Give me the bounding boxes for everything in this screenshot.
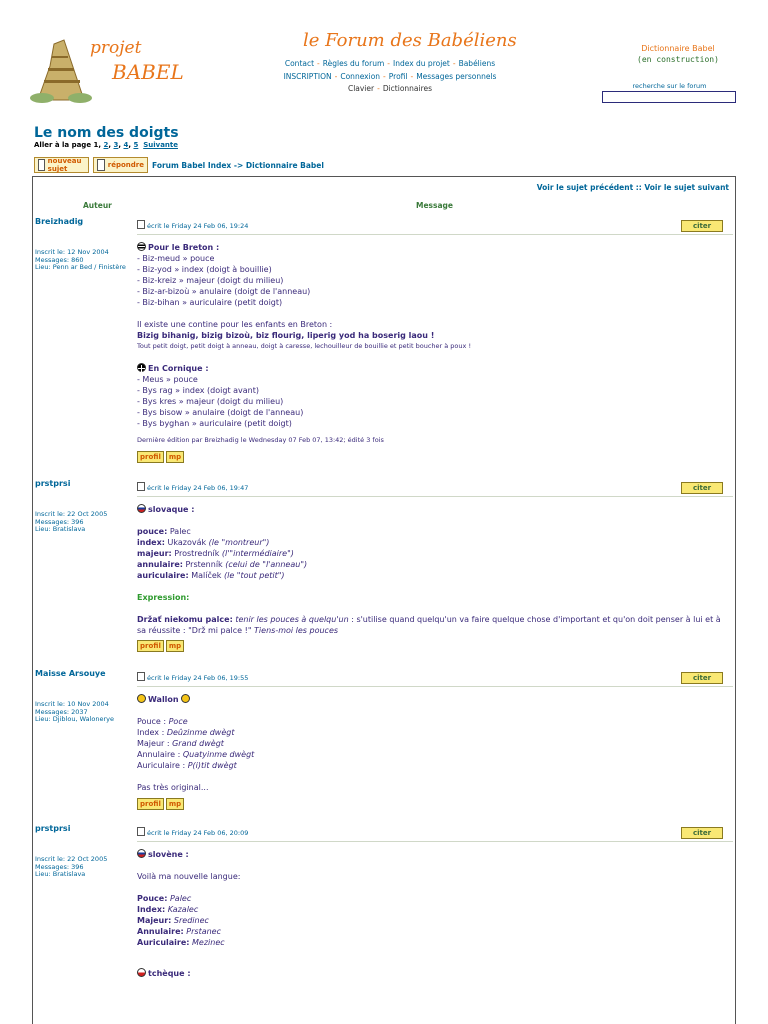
- wallon-rooster-icon: [181, 694, 190, 703]
- post-divider: [137, 686, 733, 687]
- author-location: Lieu: Penn ar Bed / Finistère: [35, 263, 126, 271]
- author-meta: [35, 856, 135, 879]
- new-topic-button[interactable]: [34, 157, 89, 173]
- term-label: Majeur:: [137, 916, 172, 925]
- post-line: - Biz-kreiz » majeur (doigt du milieu): [137, 276, 284, 285]
- cornish-flag-icon: [137, 363, 146, 372]
- term-value: Malíček: [191, 571, 222, 580]
- term-value: Poce: [168, 717, 188, 726]
- post-line-small: Tout petit doigt, petit doigt à anneau, doigt à caresse, lechouilleur de bouillie et petit boucher à poux !: [137, 342, 472, 350]
- pencil-icon: [97, 159, 105, 171]
- author-message-count: Messages: 2037: [35, 707, 88, 716]
- post-icon: [137, 827, 145, 836]
- post-date: [137, 482, 248, 492]
- page-2-link[interactable]: 2: [103, 141, 109, 149]
- post-line: - Biz-bihan » auriculaire (petit doigt): [137, 298, 283, 307]
- private-message-button[interactable]: mp: [166, 640, 184, 652]
- post-author[interactable]: prstprsi: [35, 824, 71, 833]
- term-value: Prstenník: [185, 560, 223, 569]
- post-author[interactable]: Maisse Arsouye: [35, 669, 106, 678]
- expression-meaning: tenir les pouces à quelqu'un: [235, 615, 349, 624]
- quote-button[interactable]: citer: [681, 482, 723, 494]
- expression-term: Držať niekomu palce:: [137, 615, 233, 624]
- new-topic-label: nouveau sujet: [47, 157, 82, 173]
- pager-prefix: Aller à la page: [34, 141, 92, 149]
- term-explanation: (le "montreur"): [208, 538, 270, 547]
- term-label: Annulaire:: [137, 927, 184, 936]
- post-note: Pas très original...: [137, 783, 209, 792]
- post-divider: [137, 841, 733, 842]
- language-heading: slovène :: [148, 850, 189, 859]
- term-value: Prostredník: [174, 549, 220, 558]
- nav-babeliens[interactable]: Babéliens: [458, 59, 496, 68]
- nav-index-projet[interactable]: Index du projet: [393, 59, 450, 68]
- expression-heading: Expression:: [137, 593, 190, 602]
- term-value: Grand dwègt: [172, 739, 224, 748]
- expression-translation: Tiens-moi les pouces: [254, 626, 339, 635]
- term-value: Ukazovák: [167, 538, 207, 547]
- page-1: 1: [93, 141, 99, 149]
- post-divider: [137, 496, 733, 497]
- author-registered: Inscrit le: 22 Oct 2005: [35, 510, 108, 518]
- term-explanation: (celui de "l'anneau"): [225, 560, 308, 569]
- term-label: Annulaire :: [137, 750, 181, 759]
- author-location: Lieu: Djiblou, Walonerye: [35, 715, 114, 723]
- profile-button[interactable]: profil: [137, 798, 164, 810]
- post-body: [137, 242, 731, 463]
- nav-contact[interactable]: Contact: [284, 59, 315, 68]
- term-label: annulaire:: [137, 560, 183, 569]
- post-divider: [137, 234, 733, 235]
- nav-profil[interactable]: Profil: [388, 71, 408, 81]
- post-date: [137, 672, 248, 682]
- author-location: Lieu: Bratislava: [35, 525, 86, 533]
- term-label: pouce:: [137, 527, 168, 536]
- post-icon: [137, 220, 145, 229]
- language-heading: slovaque :: [148, 505, 195, 514]
- topic-title[interactable]: Le nom des doigts: [34, 125, 179, 141]
- term-label: Majeur :: [137, 739, 170, 748]
- term-label: Index :: [137, 728, 165, 737]
- term-value: Quatyinme dwègt: [182, 750, 255, 759]
- expression-usage: : s'utilise quand quelqu'un va faire quelque chose d'important et qu'on doit penser à lui et à sa réussite : "Drž mi palce !": [137, 615, 721, 635]
- nav-messages-perso[interactable]: Messages personnels: [416, 71, 497, 81]
- author-message-count: Messages: 396: [35, 517, 84, 526]
- post-body: [137, 694, 731, 810]
- page-3-link[interactable]: 3: [113, 141, 119, 149]
- dictionary-title: Dictionnaire Babel: [641, 44, 715, 53]
- page-header: [0, 0, 768, 120]
- post-line: - Biz-ar-bizoù » anulaire (doigt de l'anneau): [137, 287, 311, 296]
- term-explanation: (l'"intermédiaire"): [221, 549, 294, 558]
- page-5-link[interactable]: 5: [133, 141, 139, 149]
- author-message-count: Messages: 396: [35, 862, 84, 871]
- prev-next-topic-links[interactable]: Voir le sujet précédent :: Voir le sujet suivant: [536, 183, 729, 192]
- dictionary-link[interactable]: [618, 43, 738, 65]
- term-label: Auriculaire:: [137, 938, 190, 947]
- post-line: - Bys bisow » anulaire (doigt de l'anneau): [137, 408, 304, 417]
- post-line: - Bys byghan » auriculaire (petit doigt): [137, 419, 292, 428]
- term-value: P(i)tit dwègt: [187, 761, 237, 770]
- projet-babel-logo[interactable]: [28, 36, 188, 106]
- next-page-link[interactable]: Suivante: [143, 141, 178, 149]
- edit-note: Dernière édition par Breizhadig le Wednesday 07 Feb 07, 13:42; édité 3 fois: [137, 436, 384, 444]
- post-line: - Bys kres » majeur (doigt du milieu): [137, 397, 284, 406]
- reply-label: répondre: [107, 161, 144, 169]
- quote-button[interactable]: citer: [681, 672, 723, 684]
- dictionary-subtitle: (en construction): [637, 55, 719, 64]
- post-date: [137, 827, 248, 837]
- nav-connexion[interactable]: Connexion: [340, 71, 381, 81]
- post-line: En Cornique :: [148, 364, 209, 373]
- term-value: Palec: [169, 894, 192, 903]
- post-icon: [137, 672, 145, 681]
- search-input[interactable]: [602, 91, 736, 103]
- nav-dictionnaires[interactable]: Dictionnaires: [382, 84, 433, 93]
- breton-flag-icon: [137, 242, 146, 251]
- post-line: - Meus » pouce: [137, 375, 198, 384]
- post-line: - Bys rag » index (doigt avant): [137, 386, 259, 395]
- search-label: recherche sur le forum: [632, 82, 707, 90]
- private-message-button[interactable]: mp: [166, 798, 184, 810]
- header-nav: Contact - Règles du forum - Index du projet - Babéliens INSCRIPTION - Connexion - Profil - Messages personnels Clavier - Dictionnaires: [283, 59, 497, 93]
- term-label: index:: [137, 538, 165, 547]
- post-line: - Biz-yod » index (doigt à bouillie): [137, 265, 272, 274]
- language-heading: tchèque :: [148, 969, 191, 978]
- nav-regles[interactable]: Règles du forum: [322, 59, 385, 68]
- post-date-text: écrit le Friday 24 Feb 06, 20:09: [147, 829, 249, 837]
- post-date: [137, 220, 248, 230]
- post-body: [137, 504, 731, 652]
- logo-text-bottom: BABEL: [112, 60, 184, 84]
- term-value: Prstanec: [186, 927, 221, 936]
- post-body: [137, 849, 731, 979]
- profile-button[interactable]: profil: [137, 640, 164, 652]
- author-location: Lieu: Bratislava: [35, 870, 86, 878]
- post-date-text: écrit le Friday 24 Feb 06, 19:47: [147, 484, 249, 492]
- column-header-message: Message: [416, 201, 453, 210]
- author-meta: [35, 701, 135, 724]
- term-label: Pouce:: [137, 894, 168, 903]
- profile-button[interactable]: profil: [137, 451, 164, 463]
- term-value: Mezinec: [192, 938, 225, 947]
- slovak-flag-icon: [137, 504, 146, 513]
- post-3: [33, 669, 735, 817]
- term-label: Index:: [137, 905, 166, 914]
- post-intro: Voilà ma nouvelle langue:: [137, 872, 241, 881]
- post-author[interactable]: Breizhadig: [35, 217, 84, 226]
- term-value: Deûzinme dwègt: [166, 728, 235, 737]
- page-4-link[interactable]: 4: [123, 141, 129, 149]
- term-value: Sredinec: [173, 916, 209, 925]
- term-value: Kazalec: [167, 905, 199, 914]
- term-explanation: (le "tout petit"): [223, 571, 285, 580]
- posts-table: [32, 176, 736, 1024]
- quote-button[interactable]: citer: [681, 220, 723, 232]
- post-1: [33, 217, 735, 475]
- term-label: auriculaire:: [137, 571, 189, 580]
- post-icon: [137, 482, 145, 491]
- forum-title[interactable]: le Forum des Babéliens: [303, 30, 517, 51]
- reply-button[interactable]: [93, 157, 148, 173]
- wallon-rooster-icon: [137, 694, 146, 703]
- post-line: Pour le Breton :: [148, 243, 220, 252]
- term-label: Auriculaire :: [137, 761, 186, 770]
- nav-clavier[interactable]: Clavier: [347, 84, 375, 93]
- author-meta: [35, 249, 135, 272]
- breadcrumb[interactable]: Forum Babel Index -> Dictionnaire Babel: [152, 161, 324, 170]
- term-label: Pouce :: [137, 717, 167, 726]
- post-4: [33, 824, 735, 1024]
- quote-button[interactable]: citer: [681, 827, 723, 839]
- post-date-text: écrit le Friday 24 Feb 06, 19:55: [147, 674, 249, 682]
- author-registered: Inscrit le: 12 Nov 2004: [35, 248, 109, 256]
- column-header-author: Auteur: [83, 201, 112, 210]
- author-message-count: Messages: 860: [35, 255, 84, 264]
- term-label: majeur:: [137, 549, 172, 558]
- nav-inscription[interactable]: INSCRIPTION: [283, 71, 332, 81]
- post-line: Il existe une contine pour les enfants en Breton :: [137, 320, 333, 329]
- post-2: [33, 479, 735, 657]
- author-meta: [35, 511, 135, 534]
- pagination: Aller à la page 1, 2, 3, 4, 5 Suivante: [34, 141, 178, 149]
- post-line: - Biz-meud » pouce: [137, 254, 215, 263]
- post-date-text: écrit le Friday 24 Feb 06, 19:24: [147, 222, 249, 230]
- logo-text-top: projet: [90, 38, 142, 58]
- author-registered: Inscrit le: 22 Oct 2005: [35, 855, 108, 863]
- slovenian-flag-icon: [137, 849, 146, 858]
- czech-flag-icon: [137, 968, 146, 977]
- private-message-button[interactable]: mp: [166, 451, 184, 463]
- post-line-bold: Bizig bihanig, bizig bizoù, biz flourig, liperig yod ha boserig laou !: [137, 331, 435, 340]
- post-author[interactable]: prstprsi: [35, 479, 71, 488]
- author-registered: Inscrit le: 10 Nov 2004: [35, 700, 109, 708]
- document-icon: [38, 159, 45, 171]
- language-heading: Wallon: [148, 695, 179, 704]
- term-value: Palec: [169, 527, 191, 536]
